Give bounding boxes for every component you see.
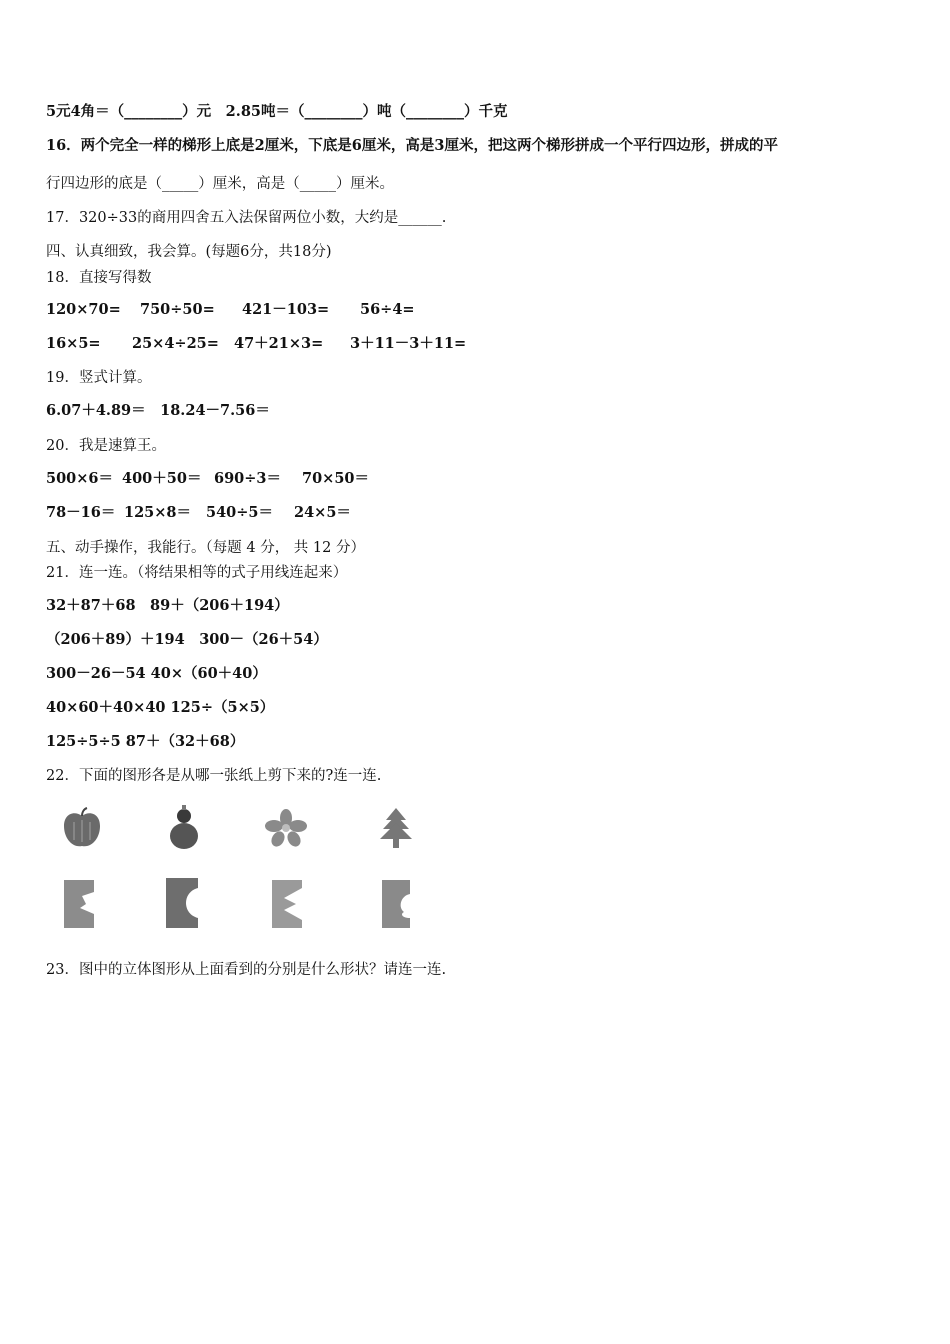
q21-row4: 40×60＋40×40 125÷（5×5） <box>46 699 275 716</box>
q20-item: 400＋50＝ <box>122 470 202 487</box>
q18-item: 56÷4= <box>360 301 415 318</box>
q16-text <box>46 136 778 156</box>
flower-icon <box>264 808 308 848</box>
q18-item: 25×4÷25= <box>132 335 219 352</box>
q20-item: 125×8＝ <box>124 504 192 521</box>
q18-item: 47＋21×3= <box>234 335 324 352</box>
tree-icon <box>376 806 416 852</box>
paper-cutout-1 <box>62 878 96 930</box>
q21-row2: （206＋89）＋194 300－（26＋54） <box>46 631 328 648</box>
q18-item: 16×5= <box>46 335 101 352</box>
q18-item: 421－103= <box>242 301 330 318</box>
section-5-heading: 五、动手操作，我能行。（每题 4 分， 共 12 分） <box>46 540 365 556</box>
q22-figures <box>46 800 426 940</box>
q18-item: 120×70= <box>46 301 121 318</box>
q16-line1: 16．两个完全一样的梯形上底是2厘米，下底是6厘米，高是3厘米，把这两个梯形拼成一个平行四边形，拼成的平 <box>46 137 778 154</box>
q20-item: 70×50＝ <box>302 470 370 487</box>
paper-cutout-2 <box>164 876 200 930</box>
q21-row5: 125÷5÷5 87＋（32＋68） <box>46 733 245 750</box>
q20-item: 500×6＝ <box>46 470 114 487</box>
q18-item: 3＋11－3＋11= <box>350 335 467 352</box>
paper-cutout-3 <box>270 878 304 930</box>
apple-icon <box>60 806 104 850</box>
q22-title: 22．下面的图形各是从哪一张纸上剪下来的?连一连. <box>46 768 382 784</box>
q19-title: 19．竖式计算。 <box>46 370 152 386</box>
q18-item: 750÷50= <box>140 301 215 318</box>
q17-text: 17．320÷33的商用四舍五入法保留两位小数，大约是______. <box>46 210 447 226</box>
q21-row3: 300－26－54 40×（60＋40） <box>46 665 267 682</box>
q23-title: 23．图中的立体图形从上面看到的分别是什么形状？请连一连. <box>46 962 447 978</box>
q19-problems: 6.07＋4.89＝ 18.24－7.56＝ <box>46 402 270 419</box>
q18-title: 18．直接写得数 <box>46 270 152 286</box>
q20-item: 540÷5＝ <box>206 504 274 521</box>
q20-item: 24×5＝ <box>294 504 351 521</box>
q20-title: 20．我是速算王。 <box>46 438 166 454</box>
q20-item: 690÷3＝ <box>214 470 282 487</box>
section-4-heading: 四、认真细致，我会算。(每题6分，共18分) <box>46 244 332 260</box>
q21-row1: 32＋87＋68 89＋（206＋194） <box>46 597 289 614</box>
q16-text-cont: 行四边形的底是（_____）厘米，高是（_____）厘米。 <box>46 176 394 192</box>
q15-conversion: 5元4角＝（________）元 2.85吨＝（________）吨（________）千克 <box>46 103 508 120</box>
gourd-icon <box>164 804 204 852</box>
q20-item: 78－16＝ <box>46 504 116 521</box>
paper-cutout-4 <box>380 878 412 930</box>
q21-title: 21．连一连。（将结果相等的式子用线连起来） <box>46 565 348 581</box>
